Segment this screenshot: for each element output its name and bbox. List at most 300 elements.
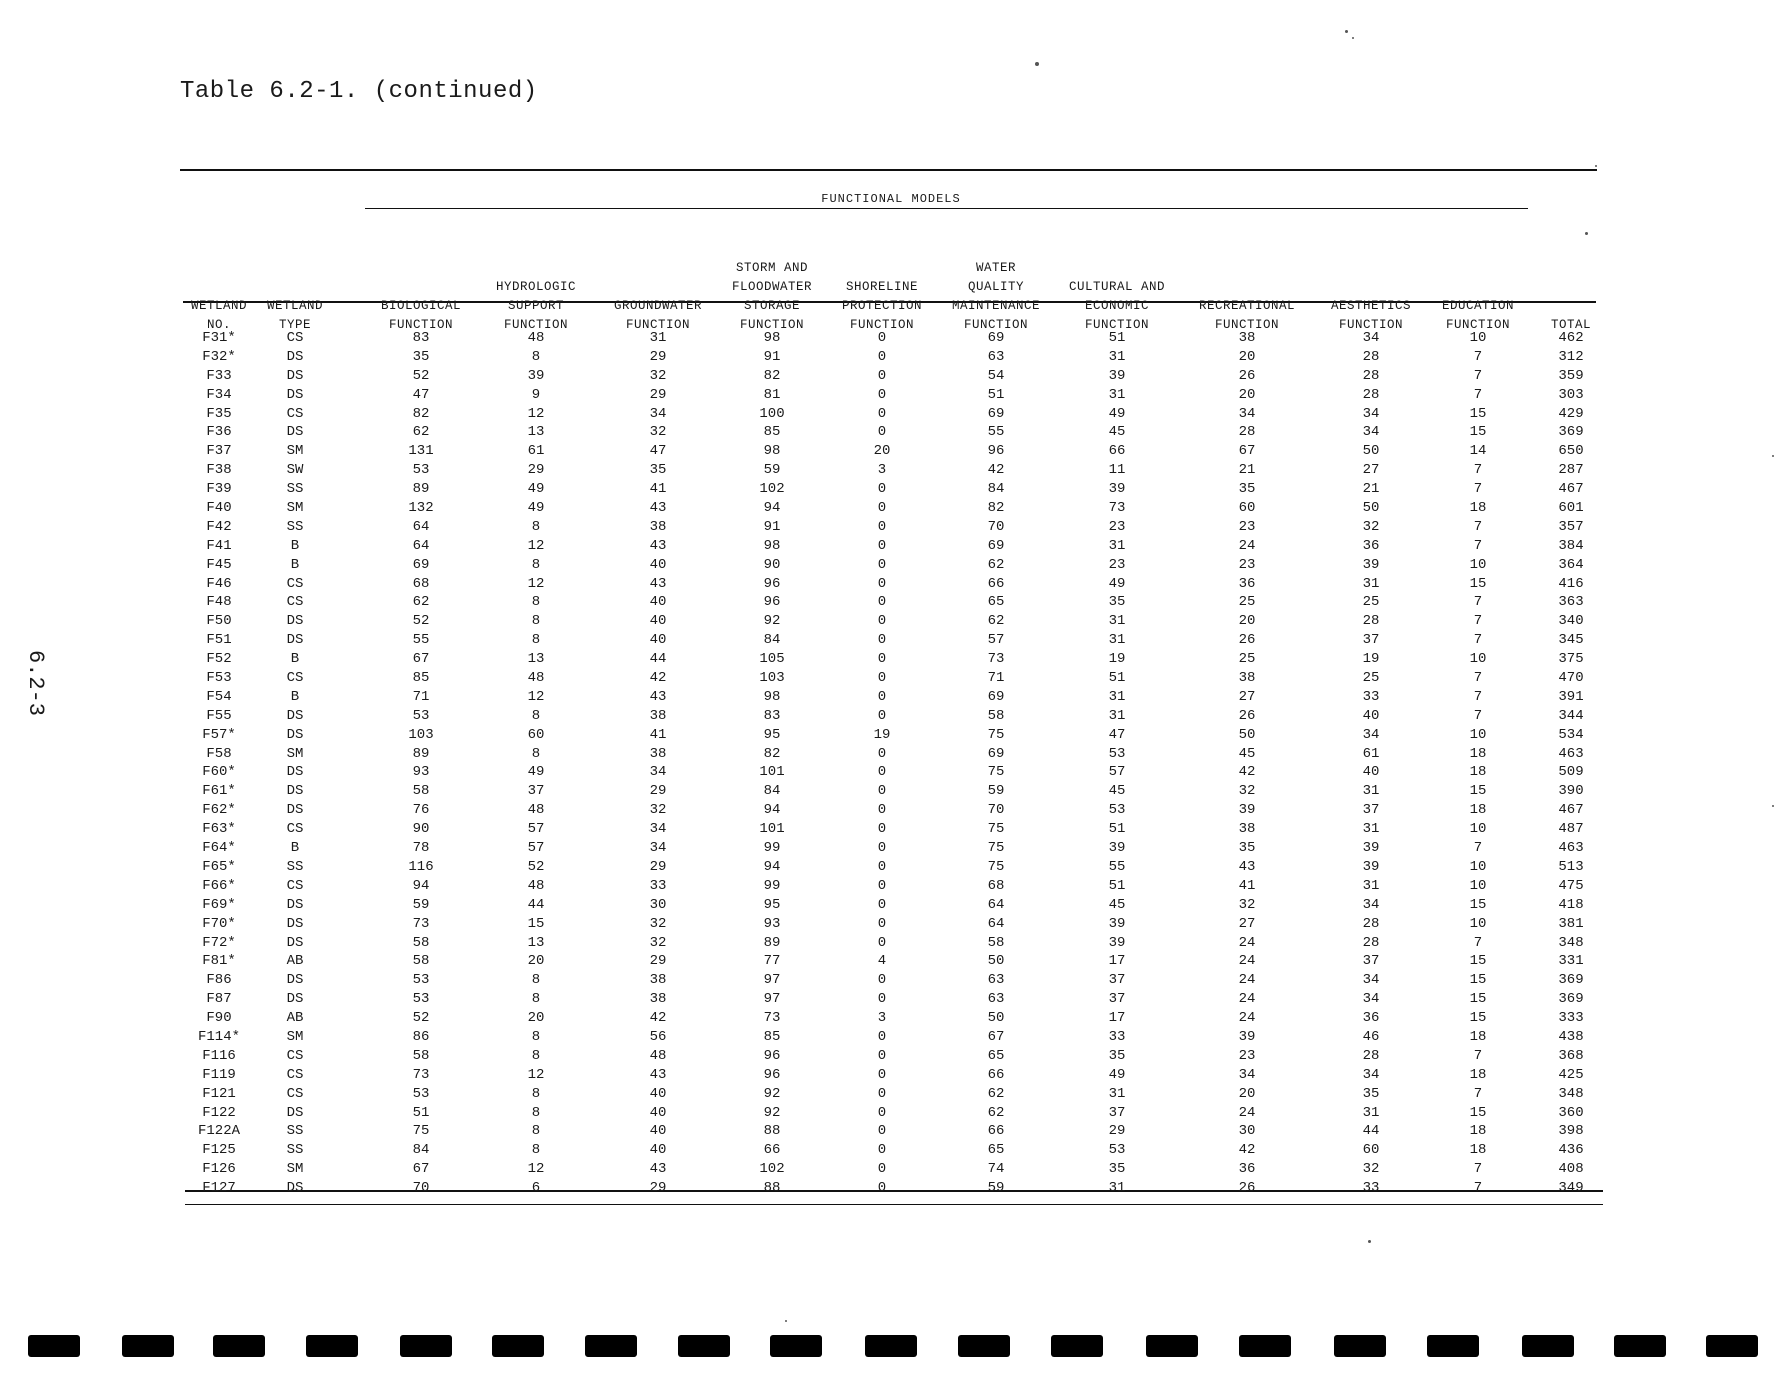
cell-total: 650 [1558, 443, 1584, 460]
cell-aesthetics: 34 [1362, 1066, 1380, 1083]
cell-groundwater: 40 [649, 1085, 667, 1102]
cell-groundwater: 40 [649, 1104, 667, 1121]
cell-education: 18 [1469, 764, 1487, 781]
cell-aesthetics: 32 [1362, 518, 1380, 535]
table-row [183, 557, 1599, 576]
cell-recreational: 32 [1238, 783, 1256, 800]
cell-recreational: 24 [1238, 934, 1256, 951]
cell-groundwater: 30 [649, 896, 667, 913]
cell-total: 467 [1558, 481, 1584, 498]
cell-hydrologic: 39 [527, 367, 545, 384]
footer-bar [28, 1335, 80, 1357]
cell-total: 398 [1558, 1123, 1584, 1140]
cell-cultural: 35 [1108, 594, 1126, 611]
cell-hydrologic: 8 [531, 1123, 541, 1140]
cell-hydrologic: 8 [531, 707, 541, 724]
cell-cultural: 17 [1108, 1010, 1126, 1027]
cell-education: 10 [1469, 858, 1487, 875]
cell-hydrologic: 29 [527, 462, 545, 479]
cell-aesthetics: 25 [1362, 670, 1380, 687]
cell-cultural: 23 [1108, 518, 1126, 535]
cell-total: 463 [1558, 840, 1584, 857]
cell-groundwater: 43 [649, 688, 667, 705]
cell-wetland-no: F127 [202, 1180, 236, 1197]
cell-recreational: 39 [1238, 802, 1256, 819]
cell-aesthetics: 34 [1362, 405, 1380, 422]
table-row [183, 424, 1599, 443]
cell-recreational: 34 [1238, 405, 1256, 422]
cell-hydrologic: 8 [531, 1142, 541, 1159]
cell-shoreline: 0 [877, 858, 887, 875]
cell-total: 509 [1558, 764, 1584, 781]
cell-aesthetics: 31 [1362, 783, 1380, 800]
cell-wetland-no: F87 [206, 991, 232, 1008]
cell-education: 7 [1473, 934, 1483, 951]
cell-recreational: 26 [1238, 707, 1256, 724]
footer-bar [865, 1335, 917, 1357]
cell-recreational: 35 [1238, 840, 1256, 857]
cell-groundwater: 29 [649, 386, 667, 403]
cell-recreational: 26 [1238, 632, 1256, 649]
cell-groundwater: 43 [649, 575, 667, 592]
cell-groundwater: 29 [649, 348, 667, 365]
cell-water-quality: 63 [987, 991, 1005, 1008]
cell-groundwater: 42 [649, 1010, 667, 1027]
cell-groundwater: 34 [649, 840, 667, 857]
cell-biological: 71 [412, 688, 430, 705]
cell-storm: 99 [763, 877, 781, 894]
cell-education: 10 [1469, 651, 1487, 668]
cell-water-quality: 75 [987, 858, 1005, 875]
footer-bar [1427, 1335, 1479, 1357]
cell-recreational: 43 [1238, 858, 1256, 875]
col-header-education: EDUCATION FUNCTION [1441, 299, 1514, 332]
cell-hydrologic: 13 [527, 424, 545, 441]
cell-recreational: 36 [1238, 575, 1256, 592]
cell-total: 348 [1558, 934, 1584, 951]
cell-wetland-no: F51 [206, 632, 232, 649]
cell-biological: 76 [412, 802, 430, 819]
cell-storm: 73 [763, 1010, 781, 1027]
cell-total: 368 [1558, 1047, 1584, 1064]
cell-wetland-no: F37 [206, 443, 232, 460]
scan-speck [1595, 165, 1597, 167]
cell-biological: 89 [412, 745, 430, 762]
cell-education: 7 [1473, 348, 1483, 365]
cell-storm: 98 [763, 688, 781, 705]
table-row [183, 840, 1599, 859]
cell-water-quality: 63 [987, 348, 1005, 365]
cell-hydrologic: 44 [527, 896, 545, 913]
cell-wetland-type: B [290, 840, 300, 857]
cell-total: 287 [1558, 462, 1584, 479]
cell-aesthetics: 37 [1362, 802, 1380, 819]
cell-recreational: 20 [1238, 613, 1256, 630]
cell-wetland-no: F60* [202, 764, 236, 781]
cell-education: 7 [1473, 632, 1483, 649]
cell-cultural: 39 [1108, 915, 1126, 932]
cell-shoreline: 0 [877, 405, 887, 422]
cell-recreational: 23 [1238, 1047, 1256, 1064]
cell-water-quality: 64 [987, 896, 1005, 913]
cell-recreational: 24 [1238, 1104, 1256, 1121]
cell-recreational: 39 [1238, 1028, 1256, 1045]
scan-speck [1585, 232, 1588, 235]
cell-wetland-no: F72* [202, 934, 236, 951]
cell-cultural: 45 [1108, 896, 1126, 913]
cell-storm: 101 [759, 764, 785, 781]
cell-aesthetics: 39 [1362, 858, 1380, 875]
cell-cultural: 31 [1108, 613, 1126, 630]
cell-wetland-type: DS [286, 632, 304, 649]
cell-wetland-no: F57* [202, 726, 236, 743]
cell-wetland-no: F48 [206, 594, 232, 611]
cell-shoreline: 0 [877, 330, 887, 346]
cell-shoreline: 0 [877, 877, 887, 894]
cell-storm: 105 [759, 651, 785, 668]
scan-speck [1772, 805, 1774, 807]
cell-education: 18 [1469, 802, 1487, 819]
footer-bar [1239, 1335, 1291, 1357]
cell-shoreline: 0 [877, 1161, 887, 1178]
cell-cultural: 31 [1108, 707, 1126, 724]
cell-biological: 89 [412, 481, 430, 498]
cell-education: 15 [1469, 972, 1487, 989]
cell-storm: 98 [763, 443, 781, 460]
scan-speck [1352, 37, 1354, 39]
cell-cultural: 51 [1108, 670, 1126, 687]
cell-biological: 58 [412, 783, 430, 800]
cell-storm: 94 [763, 500, 781, 517]
cell-hydrologic: 12 [527, 1066, 545, 1083]
cell-water-quality: 54 [987, 367, 1005, 384]
table-row [183, 519, 1599, 538]
cell-wetland-type: SS [286, 1123, 304, 1140]
table-body [183, 330, 1599, 1199]
cell-water-quality: 69 [987, 537, 1005, 554]
cell-wetland-type: SM [286, 745, 304, 762]
footer-bar [1522, 1335, 1574, 1357]
col-header-total: TOTAL [1550, 318, 1591, 332]
cell-cultural: 11 [1108, 462, 1126, 479]
cell-groundwater: 32 [649, 915, 667, 932]
cell-education: 15 [1469, 783, 1487, 800]
cell-shoreline: 0 [877, 1047, 887, 1064]
col-header-recreational: RECREATIONAL FUNCTION [1198, 299, 1295, 332]
cell-wetland-no: F86 [206, 972, 232, 989]
table-row [183, 349, 1599, 368]
scan-speck [1345, 30, 1348, 33]
cell-aesthetics: 34 [1362, 330, 1380, 346]
table-row [183, 689, 1599, 708]
cell-wetland-no: F66* [202, 877, 236, 894]
cell-shoreline: 4 [877, 953, 887, 970]
footer-bar [122, 1335, 174, 1357]
table-row [183, 594, 1599, 613]
cell-hydrologic: 13 [527, 651, 545, 668]
cell-hydrologic: 37 [527, 783, 545, 800]
cell-aesthetics: 31 [1362, 1104, 1380, 1121]
table-row [183, 727, 1599, 746]
cell-shoreline: 0 [877, 688, 887, 705]
cell-wetland-type: SS [286, 518, 304, 535]
cell-shoreline: 0 [877, 537, 887, 554]
cell-storm: 96 [763, 1066, 781, 1083]
cell-hydrologic: 8 [531, 1085, 541, 1102]
cell-wetland-type: DS [286, 972, 304, 989]
cell-groundwater: 29 [649, 1180, 667, 1197]
cell-wetland-type: DS [286, 802, 304, 819]
bottom-rule-2 [185, 1204, 1603, 1205]
cell-shoreline: 0 [877, 972, 887, 989]
cell-recreational: 34 [1238, 1066, 1256, 1083]
cell-biological: 70 [412, 1180, 430, 1197]
cell-total: 363 [1558, 594, 1584, 611]
cell-wetland-type: SM [286, 500, 304, 517]
cell-wetland-no: F34 [206, 386, 232, 403]
cell-total: 601 [1558, 500, 1584, 517]
cell-aesthetics: 33 [1362, 688, 1380, 705]
cell-storm: 82 [763, 367, 781, 384]
cell-cultural: 45 [1108, 424, 1126, 441]
cell-shoreline: 0 [877, 348, 887, 365]
cell-cultural: 49 [1108, 405, 1126, 422]
cell-education: 7 [1473, 1161, 1483, 1178]
cell-education: 10 [1469, 915, 1487, 932]
cell-biological: 83 [412, 330, 430, 346]
cell-water-quality: 75 [987, 821, 1005, 838]
cell-biological: 131 [408, 443, 434, 460]
cell-shoreline: 0 [877, 802, 887, 819]
scan-speck [785, 1320, 787, 1322]
table-row [183, 764, 1599, 783]
cell-total: 344 [1558, 707, 1584, 724]
cell-water-quality: 69 [987, 688, 1005, 705]
cell-total: 463 [1558, 745, 1584, 762]
cell-shoreline: 0 [877, 632, 887, 649]
cell-wetland-type: DS [286, 424, 304, 441]
cell-biological: 52 [412, 367, 430, 384]
cell-biological: 53 [412, 462, 430, 479]
cell-recreational: 24 [1238, 953, 1256, 970]
cell-hydrologic: 8 [531, 632, 541, 649]
table-row [183, 330, 1599, 349]
cell-hydrologic: 12 [527, 405, 545, 422]
footer-bar [585, 1335, 637, 1357]
table-row [183, 935, 1599, 954]
cell-recreational: 27 [1238, 688, 1256, 705]
cell-hydrologic: 12 [527, 688, 545, 705]
cell-biological: 64 [412, 537, 430, 554]
cell-wetland-type: CS [286, 405, 304, 422]
cell-shoreline: 0 [877, 1028, 887, 1045]
table-row [183, 1048, 1599, 1067]
cell-recreational: 50 [1238, 726, 1256, 743]
cell-storm: 66 [763, 1142, 781, 1159]
cell-water-quality: 66 [987, 1123, 1005, 1140]
cell-recreational: 25 [1238, 651, 1256, 668]
cell-hydrologic: 8 [531, 972, 541, 989]
cell-water-quality: 62 [987, 556, 1005, 573]
cell-groundwater: 34 [649, 405, 667, 422]
cell-biological: 73 [412, 915, 430, 932]
table-row [183, 387, 1599, 406]
cell-total: 340 [1558, 613, 1584, 630]
col-header-wetland-type: WETLAND TYPE [266, 299, 323, 332]
cell-hydrologic: 8 [531, 613, 541, 630]
cell-storm: 99 [763, 840, 781, 857]
cell-groundwater: 41 [649, 481, 667, 498]
cell-recreational: 45 [1238, 745, 1256, 762]
cell-aesthetics: 40 [1362, 764, 1380, 781]
cell-wetland-no: F62* [202, 802, 236, 819]
cell-storm: 96 [763, 575, 781, 592]
cell-biological: 86 [412, 1028, 430, 1045]
cell-total: 467 [1558, 802, 1584, 819]
cell-groundwater: 43 [649, 1161, 667, 1178]
cell-hydrologic: 52 [527, 858, 545, 875]
cell-water-quality: 63 [987, 972, 1005, 989]
cell-aesthetics: 31 [1362, 821, 1380, 838]
cell-aesthetics: 50 [1362, 443, 1380, 460]
cell-education: 10 [1469, 726, 1487, 743]
cell-groundwater: 34 [649, 764, 667, 781]
table-row [183, 1180, 1599, 1199]
col-header-groundwater: GROUNDWATER FUNCTION [613, 299, 702, 332]
cell-total: 375 [1558, 651, 1584, 668]
cell-cultural: 53 [1108, 745, 1126, 762]
cell-groundwater: 40 [649, 594, 667, 611]
cell-shoreline: 0 [877, 594, 887, 611]
cell-recreational: 21 [1238, 462, 1256, 479]
cell-storm: 101 [759, 821, 785, 838]
cell-wetland-no: F45 [206, 556, 232, 573]
table-row [183, 462, 1599, 481]
cell-wetland-no: F69* [202, 896, 236, 913]
table-row [183, 613, 1599, 632]
cell-education: 10 [1469, 821, 1487, 838]
cell-biological: 67 [412, 651, 430, 668]
cell-wetland-type: CS [286, 1066, 304, 1083]
cell-shoreline: 0 [877, 386, 887, 403]
top-rule [180, 169, 1597, 171]
cell-total: 384 [1558, 537, 1584, 554]
cell-biological: 132 [408, 500, 434, 517]
cell-wetland-no: F81* [202, 953, 236, 970]
cell-education: 7 [1473, 670, 1483, 687]
cell-cultural: 31 [1108, 348, 1126, 365]
cell-groundwater: 33 [649, 877, 667, 894]
cell-water-quality: 69 [987, 405, 1005, 422]
cell-aesthetics: 60 [1362, 1142, 1380, 1159]
cell-recreational: 24 [1238, 1010, 1256, 1027]
cell-hydrologic: 48 [527, 670, 545, 687]
table-row [183, 1142, 1599, 1161]
cell-groundwater: 43 [649, 1066, 667, 1083]
cell-hydrologic: 48 [527, 802, 545, 819]
cell-groundwater: 38 [649, 745, 667, 762]
cell-biological: 55 [412, 632, 430, 649]
cell-cultural: 51 [1108, 330, 1126, 346]
cell-biological: 67 [412, 1161, 430, 1178]
cell-shoreline: 0 [877, 1085, 887, 1102]
cell-hydrologic: 57 [527, 821, 545, 838]
cell-aesthetics: 28 [1362, 367, 1380, 384]
cell-water-quality: 62 [987, 1085, 1005, 1102]
cell-wetland-type: DS [286, 613, 304, 630]
cell-aesthetics: 46 [1362, 1028, 1380, 1045]
cell-cultural: 39 [1108, 934, 1126, 951]
cell-wetland-no: F54 [206, 688, 232, 705]
cell-biological: 53 [412, 991, 430, 1008]
cell-shoreline: 0 [877, 745, 887, 762]
cell-shoreline: 0 [877, 670, 887, 687]
cell-cultural: 37 [1108, 972, 1126, 989]
cell-wetland-no: F114* [197, 1028, 241, 1045]
cell-cultural: 31 [1108, 537, 1126, 554]
cell-cultural: 47 [1108, 726, 1126, 743]
cell-hydrologic: 8 [531, 1047, 541, 1064]
cell-cultural: 31 [1108, 632, 1126, 649]
cell-aesthetics: 28 [1362, 934, 1380, 951]
cell-wetland-type: DS [286, 367, 304, 384]
cell-cultural: 55 [1108, 858, 1126, 875]
cell-wetland-no: F64* [202, 840, 236, 857]
col-header-aesthetics: AESTHETICS FUNCTION [1330, 299, 1411, 332]
cell-recreational: 26 [1238, 1180, 1256, 1197]
cell-water-quality: 66 [987, 575, 1005, 592]
cell-aesthetics: 34 [1362, 972, 1380, 989]
cell-recreational: 27 [1238, 915, 1256, 932]
cell-total: 348 [1558, 1085, 1584, 1102]
cell-education: 10 [1469, 556, 1487, 573]
cell-shoreline: 0 [877, 764, 887, 781]
cell-storm: 92 [763, 1104, 781, 1121]
cell-wetland-no: F35 [206, 405, 232, 422]
cell-biological: 53 [412, 707, 430, 724]
group-header: FUNCTIONAL MODELS [821, 192, 961, 206]
cell-education: 15 [1469, 1104, 1487, 1121]
cell-water-quality: 84 [987, 481, 1005, 498]
cell-recreational: 20 [1238, 1085, 1256, 1102]
cell-shoreline: 3 [877, 1010, 887, 1027]
cell-cultural: 66 [1108, 443, 1126, 460]
cell-water-quality: 75 [987, 726, 1005, 743]
cell-hydrologic: 12 [527, 537, 545, 554]
cell-hydrologic: 57 [527, 840, 545, 857]
footer-bar [213, 1335, 265, 1357]
cell-aesthetics: 34 [1362, 896, 1380, 913]
cell-wetland-no: F32* [202, 348, 236, 365]
cell-recreational: 20 [1238, 386, 1256, 403]
cell-shoreline: 0 [877, 707, 887, 724]
cell-groundwater: 56 [649, 1028, 667, 1045]
cell-total: 360 [1558, 1104, 1584, 1121]
table-row [183, 651, 1599, 670]
cell-total: 513 [1558, 858, 1584, 875]
cell-storm: 94 [763, 802, 781, 819]
cell-wetland-type: SS [286, 481, 304, 498]
cell-water-quality: 58 [987, 934, 1005, 951]
cell-total: 331 [1558, 953, 1584, 970]
cell-groundwater: 35 [649, 462, 667, 479]
cell-hydrologic: 8 [531, 556, 541, 573]
cell-shoreline: 0 [877, 1142, 887, 1159]
cell-education: 7 [1473, 537, 1483, 554]
cell-hydrologic: 6 [531, 1180, 541, 1197]
cell-hydrologic: 8 [531, 348, 541, 365]
cell-aesthetics: 25 [1362, 594, 1380, 611]
